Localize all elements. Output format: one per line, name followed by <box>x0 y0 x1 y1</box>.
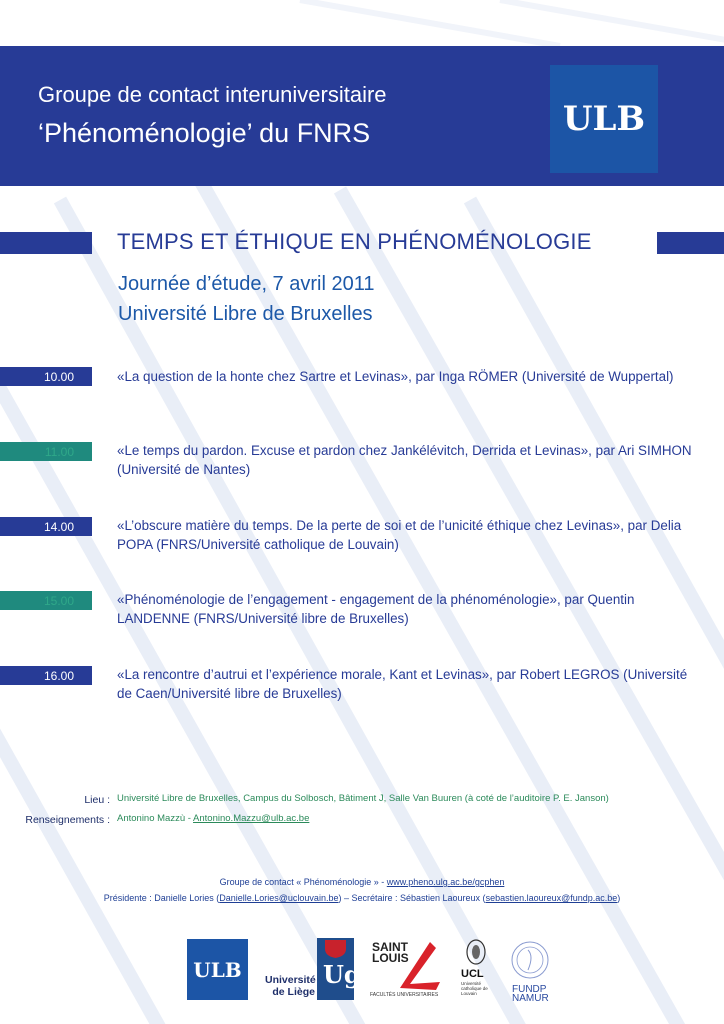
ucl-sub: Université catholique de Louvain <box>461 981 488 996</box>
crest-icon <box>317 938 354 958</box>
time-tag: 15.00 <box>0 591 92 610</box>
lieu-label: Lieu : <box>84 794 110 806</box>
saint-louis-logo <box>370 938 442 1000</box>
time-tag: 11.00 <box>0 442 92 461</box>
title-band-right <box>657 232 724 254</box>
fundp-seal-icon <box>508 938 552 984</box>
contact-email-link[interactable]: Antonino.Mazzu@ulb.ac.be <box>193 813 310 824</box>
talk-item: «Phénoménologie de l’engagement - engagement de la phénoménologie», par Quentin LANDENNE (FNRS/Université libre de Bruxelles) <box>117 592 635 626</box>
group-text: Groupe de contact « Phénoménologie » - <box>219 877 387 887</box>
renseignements-value <box>117 813 309 824</box>
president-text: Présidente : Danielle Lories ( <box>103 893 220 903</box>
header-title: ‘Phénoménologie’ du FNRS <box>38 118 371 148</box>
event-place: Université Libre de Bruxelles <box>118 303 373 325</box>
title-band-left <box>0 232 92 254</box>
fundp-logo <box>508 938 552 1004</box>
group-url-link[interactable]: www.pheno.ulg.ac.be/gcphen <box>386 877 505 887</box>
ulg-name: Université de Liège <box>265 974 316 998</box>
talk-item: «La question de la honte chez Sartre et Levinas», par Inga RÖMER (Université de Wuppertal) <box>117 369 674 384</box>
secretary-email-link[interactable]: sebastien.laoureux@fundp.ac.be <box>485 893 618 903</box>
talk-item: «Le temps du pardon. Excuse et pardon chez Jankélévitch, Derrida et Levinas», par Ari SIMHON (Université de Nantes) <box>117 443 692 477</box>
event-date: Journée d’étude, 7 avril 2011 <box>118 273 375 295</box>
contact-name: Antonino Mazzù - <box>117 813 194 824</box>
time-tag: 10.00 <box>0 367 92 386</box>
saint-louis-sub: FACULTÉS UNIVERSITAIRES <box>370 992 439 998</box>
ulb-footer-logo: ULB <box>187 939 248 1000</box>
time-tag: 16.00 <box>0 666 92 685</box>
ulb-logo: ULB <box>550 65 658 173</box>
group-line <box>0 877 724 887</box>
header-subtitle: Groupe de contact interuniversitaire <box>38 82 387 107</box>
lieu-value: Université Libre de Bruxelles, Campus du Solbosch, Bâtiment J, Salle Van Buuren (à coté de l’auditoire P. E. Janson) <box>117 793 609 804</box>
officers-close: ) <box>617 893 621 903</box>
ulg-logo <box>262 938 361 1000</box>
ucl-logo <box>459 938 493 1000</box>
ulg-mark <box>317 938 361 1000</box>
president-email-link[interactable]: Danielle.Lories@uclouvain.be <box>219 893 339 903</box>
officers-line <box>0 893 724 903</box>
talk-item: «La rencontre d’autrui et l’expérience morale, Kant et Levinas», par Robert LEGROS (Université de Caen/Université libre de Bruxelles) <box>117 667 688 701</box>
ulg-mark-text: Ug <box>323 960 361 989</box>
fundp-name: FUNDP NAMUR <box>512 984 549 1004</box>
renseignements-label: Renseignements : <box>25 814 110 826</box>
talk-item: «L’obscure matière du temps. De la perte de soi et de l’unicité éthique chez Levinas», par Delia POPA (FNRS/Université catholique de Louvain) <box>117 518 682 552</box>
saint-louis-name: SAINT LOUIS <box>372 940 409 965</box>
event-title: TEMPS ET ÉTHIQUE EN PHÉNOMÉNOLOGIE <box>117 229 592 254</box>
header-banner <box>0 46 724 186</box>
time-tag: 14.00 <box>0 517 92 536</box>
ucl-seal-icon <box>459 938 493 966</box>
secretary-text: ) – Secrétaire : Sébastien Laoureux ( <box>338 893 486 903</box>
ucl-name: UCL <box>461 968 484 980</box>
